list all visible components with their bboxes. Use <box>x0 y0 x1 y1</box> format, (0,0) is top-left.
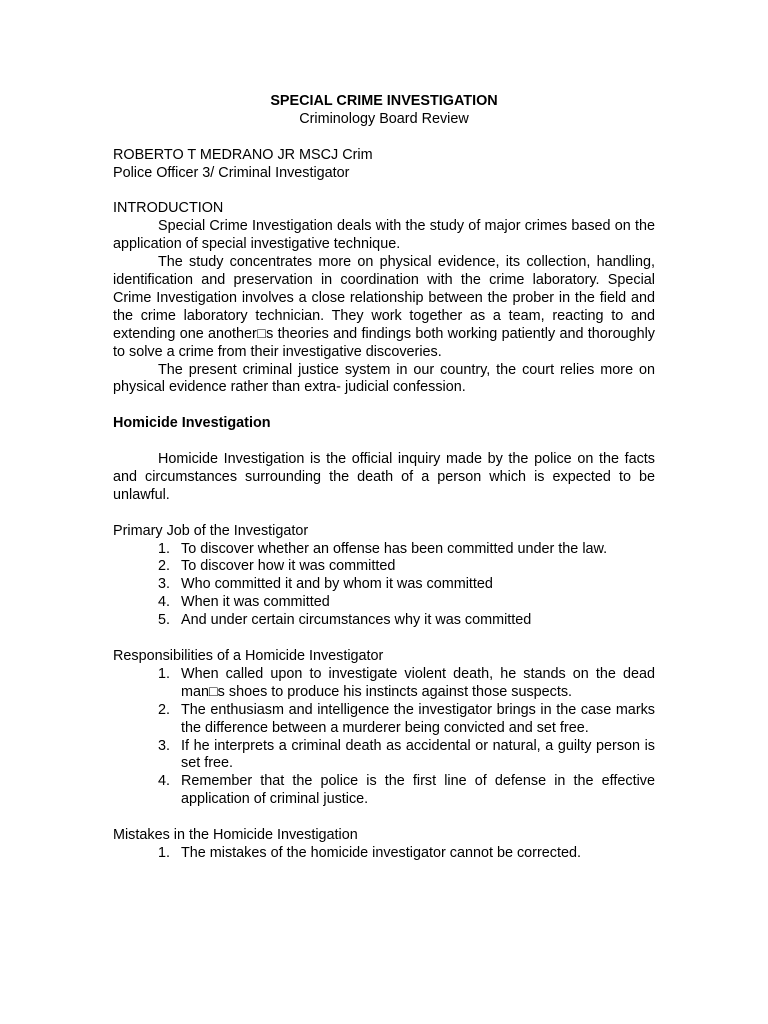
list-item <box>158 701 655 738</box>
list-number: 2. <box>158 701 171 718</box>
spacer <box>113 630 655 648</box>
introduction-paragraph: The present criminal justice system in our country, the court relies more on physical evidence rather than extra- judicial confession. <box>113 361 655 396</box>
spacer <box>113 809 655 827</box>
list-number: 2. <box>158 558 171 575</box>
introduction-heading: INTRODUCTION <box>113 200 224 217</box>
list-number: 3. <box>158 737 171 754</box>
spacer <box>113 183 655 201</box>
responsibilities-list <box>113 666 655 809</box>
list-item <box>158 773 655 809</box>
list-item-text: To discover how it was committed <box>181 558 396 575</box>
list-item <box>158 594 655 612</box>
list-item-text: When called upon to investigate violent death, he stands on the dead man□s shoes to produce his instincts against those suspects. <box>181 665 655 700</box>
responsibilities-heading: Responsibilities of a Homicide Investigator <box>113 648 384 664</box>
list-item <box>158 576 655 594</box>
spacer <box>113 397 655 415</box>
list-item-text: The enthusiasm and intelligence the investigator brings in the case marks the difference between a murderer being convicted and set free. <box>181 701 655 736</box>
list-number: 3. <box>158 576 171 593</box>
primary-job-heading: Primary Job of the Investigator <box>113 522 309 539</box>
list-item <box>158 665 655 702</box>
list-number: 4. <box>158 594 171 611</box>
introduction-paragraph: Special Crime Investigation deals with the study of major crimes based on the application of special investigative technique. <box>113 218 655 253</box>
author-position: Police Officer 3/ Criminal Investigator <box>113 164 350 181</box>
primary-job-list <box>113 541 655 631</box>
introduction-paragraph: The study concentrates more on physical evidence, its collection, handling, identification and preservation in coordination with the crime laboratory. Special Crime Investigation involves a close relationship between the prober in the field and the crime laboratory technician. They work together as a team, reacting to and extending one another□s theories and findings both working patiently and thoroughly to solve a crime from their investigative discoveries. <box>113 254 655 360</box>
homicide-definition: Homicide Investigation is the official inquiry made by the police on the facts and circumstances surrounding the death of a person which is expected to be unlawful. <box>113 451 655 503</box>
list-item-text: Who committed it and by whom it was committed <box>181 576 493 593</box>
list-number: 1. <box>158 540 171 557</box>
document-page <box>113 93 655 863</box>
list-item-text: When it was committed <box>181 594 330 611</box>
spacer <box>113 129 655 147</box>
list-item-text: The mistakes of the homicide investigator cannot be corrected. <box>181 844 581 861</box>
list-item-text: To discover whether an offense has been committed under the law. <box>181 540 608 557</box>
document-subtitle: Criminology Board Review <box>299 110 469 127</box>
list-item <box>158 737 655 774</box>
list-item <box>158 844 655 863</box>
author-name: ROBERTO T MEDRANO JR MSCJ Crim <box>113 146 373 163</box>
list-number: 5. <box>158 612 171 629</box>
list-number: 1. <box>158 665 171 682</box>
list-number: 4. <box>158 773 171 790</box>
spacer <box>113 433 655 451</box>
list-item <box>158 612 655 630</box>
list-item <box>158 540 655 559</box>
list-item-text: And under certain circumstances why it was committed <box>181 612 532 629</box>
homicide-heading: Homicide Investigation <box>113 415 271 432</box>
list-number: 1. <box>158 844 171 861</box>
list-item <box>158 558 655 576</box>
list-item-text: Remember that the police is the first line of defense in the effective application of criminal justice. <box>181 773 655 808</box>
spacer <box>113 505 655 523</box>
mistakes-heading: Mistakes in the Homicide Investigation <box>113 827 358 844</box>
document-title: SPECIAL CRIME INVESTIGATION <box>270 93 498 109</box>
mistakes-list <box>113 845 655 863</box>
list-item-text: If he interprets a criminal death as accidental or natural, a guilty person is set free. <box>181 737 655 772</box>
